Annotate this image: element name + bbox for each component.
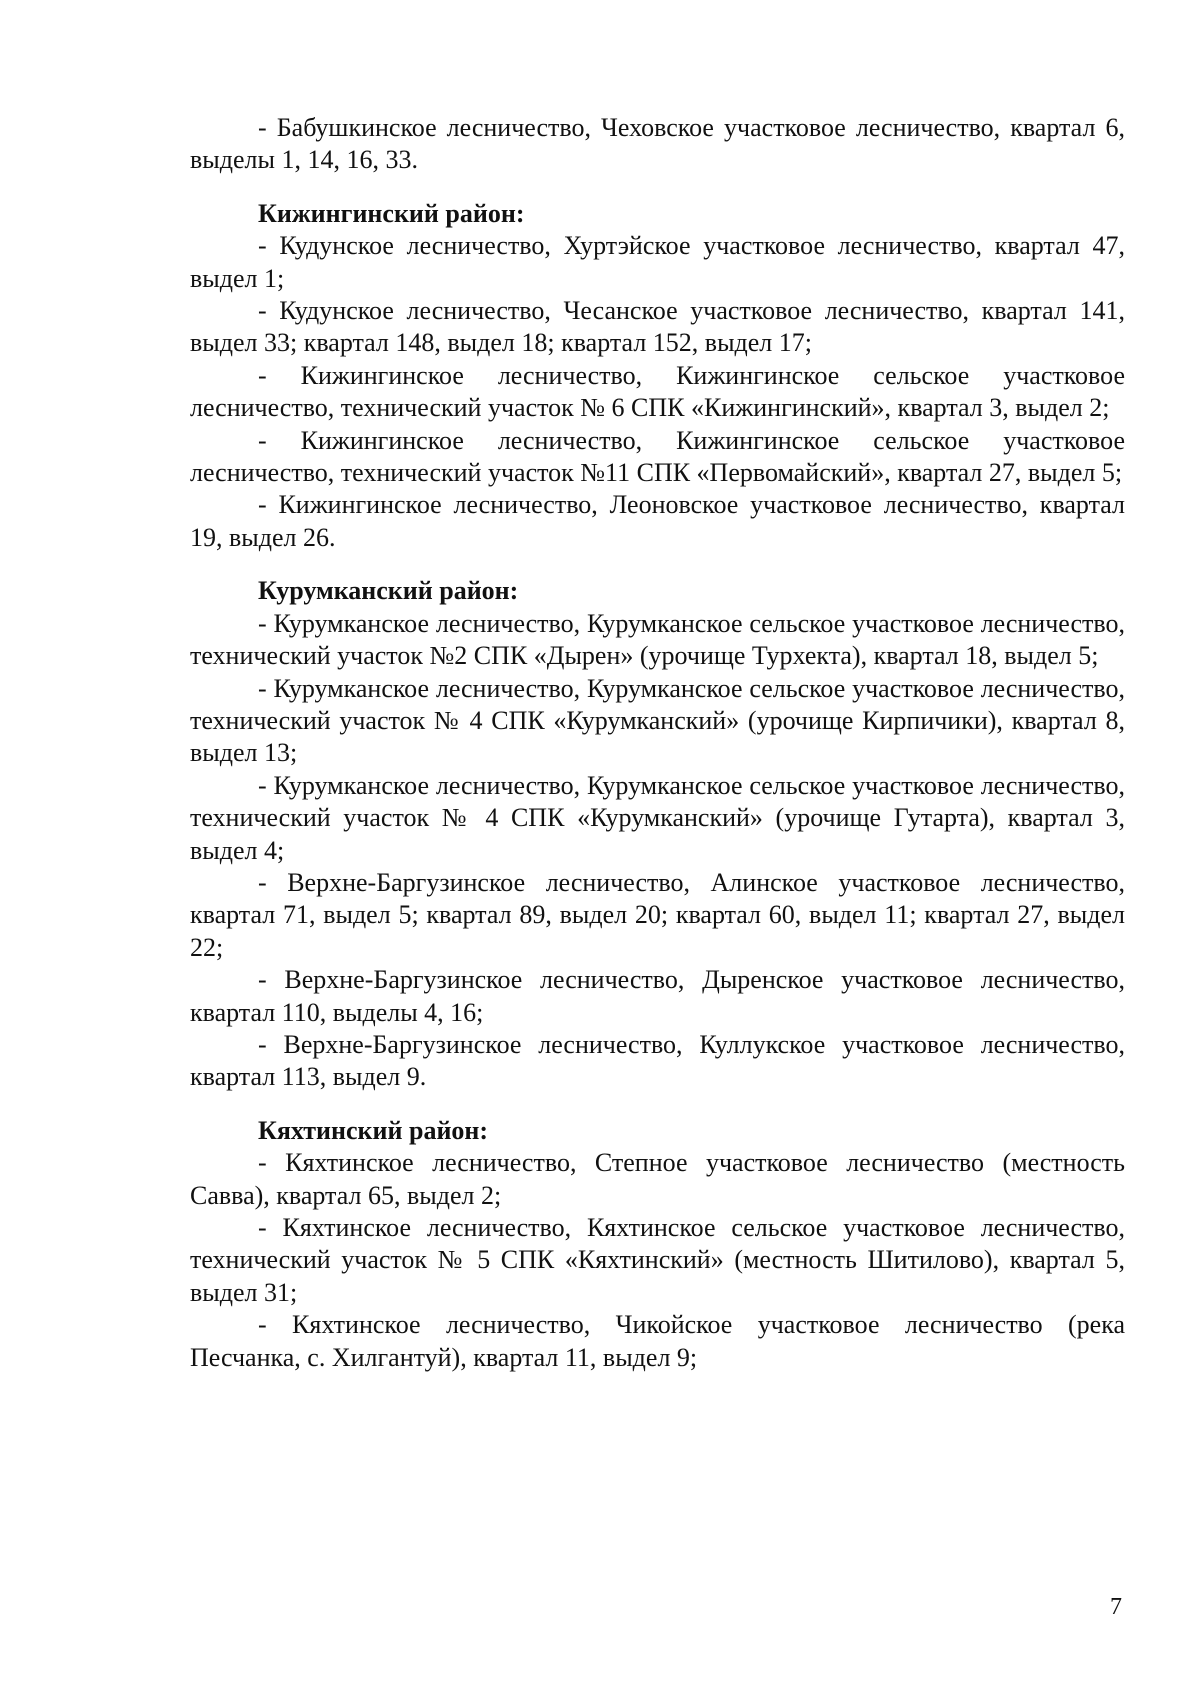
list-item: - Кижингинское лесничество, Кижингинское сельское участковое лесничество, технический участок № 6 СПК «Кижингинский», квартал 3, выдел 2; — [190, 360, 1125, 423]
section-heading-kyakhtinsky: Кяхтинский район: — [258, 1115, 489, 1145]
list-item: - Кудунское лесничество, Чесанское участковое лесничество, квартал 141, выдел 33; квартал 148, выдел 18; квартал 152, выдел 17; — [190, 296, 1125, 358]
list-item: - Кудунское лесничество, Хуртэйское участковое лесничество, квартал 47, выдел 1; — [190, 231, 1125, 293]
list-item: - Кижингинское лесничество, Леоновское участковое лесничество, квартал 19, выдел 26. — [190, 490, 1125, 552]
intro-paragraph: - Бабушкинское лесничество, Чеховское участковое лесничество, квартал 6, выделы 1, 14, 16, 33. — [190, 113, 1125, 175]
document-page — [190, 112, 1125, 1374]
list-item: - Кяхтинское лесничество, Чикойское участковое лесничество (река Песчанка, с. Хилгантуй), квартал 11, выдел 9; — [190, 1310, 1125, 1372]
page-number: 7 — [1110, 1594, 1122, 1620]
list-item: - Курумканское лесничество, Курумканское сельское участковое лесничество, технический участок № 4 СПК «Курумканский» (урочище Кирпичики), квартал 8, выдел 13; — [190, 673, 1125, 768]
list-item: - Кяхтинское лесничество, Кяхтинское сельское участковое лесничество, технический участок № 5 СПК «Кяхтинский» (местность Шитилово), квартал 5, выдел 31; — [190, 1213, 1125, 1307]
list-item: - Курумканское лесничество, Курумканское сельское участковое лесничество, технический участок № 4 СПК «Курумканский» (урочище Гутарта), квартал 3, выдел 4; — [190, 770, 1125, 865]
section-gap — [190, 554, 1125, 575]
list-item: - Верхне-Баргузинское лесничество, Алинское участковое лесничество, квартал 71, выдел 5; квартал 89, выдел 20; квартал 60, выдел 11; квартал 27, выдел 22; — [190, 867, 1125, 962]
list-item: - Верхне-Баргузинское лесничество, Дыренское участковое лесничество, квартал 110, выделы 4, 16; — [190, 965, 1125, 1027]
section-gap — [190, 1094, 1125, 1115]
list-item: - Верхне-Баргузинское лесничество, Куллукское участковое лесничество, квартал 113, выдел 9. — [190, 1029, 1125, 1092]
section-gap — [190, 177, 1125, 198]
list-item: - Курумканское лесничество, Курумканское сельское участковое лесничество, технический участок №2 СПК «Дырен» (урочище Турхекта), квартал 18, выдел 5; — [190, 608, 1125, 671]
list-item: - Кяхтинское лесничество, Степное участковое лесничество (местность Савва), квартал 65, выдел 2; — [190, 1148, 1125, 1210]
section-heading-kizhinginsky: Кижингинский район: — [258, 198, 525, 228]
list-item: - Кижингинское лесничество, Кижингинское сельское участковое лесничество, технический участок №11 СПК «Первомайский», квартал 27, выдел 5; — [190, 425, 1125, 488]
section-heading-kurumkansky: Курумканский район: — [258, 576, 519, 606]
